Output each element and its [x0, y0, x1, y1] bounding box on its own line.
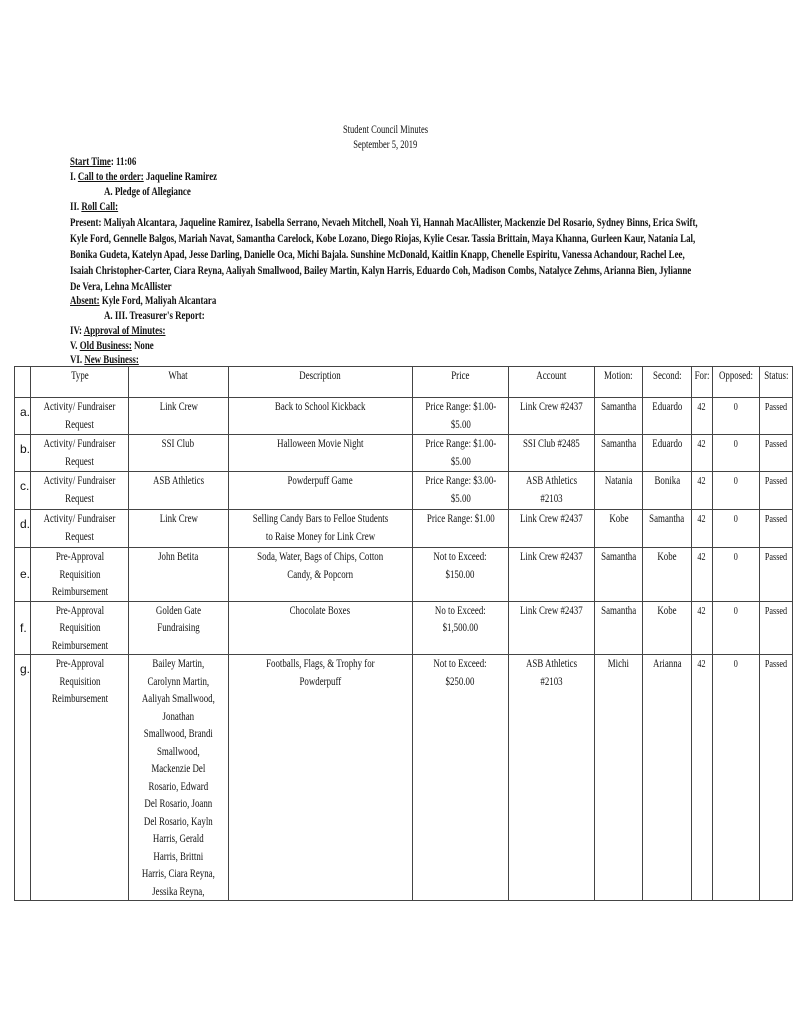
cell-type: Pre-Approval Requisition Reimbursement: [31, 655, 129, 901]
row-label: e.: [15, 548, 31, 602]
row-label: g.: [15, 655, 31, 901]
row-label: f.: [15, 601, 31, 655]
cell-description: Back to School Kickback: [228, 398, 412, 435]
cell-motion: Samantha: [594, 548, 642, 602]
cell-opposed: 0: [712, 601, 759, 655]
cell-motion: Michi: [594, 655, 642, 901]
header-label-cell: [15, 367, 31, 398]
cell-opposed: 0: [712, 472, 759, 510]
doc-title: Student Council Minutes: [342, 124, 428, 136]
cell-account: Link Crew #2437: [509, 510, 595, 548]
cell-motion: Samantha: [594, 601, 642, 655]
cell-account: Link Crew #2437: [509, 548, 595, 602]
cell-price: Price Range: $1.00- $5.00: [412, 398, 509, 435]
cell-price: Price Range: $1.00- $5.00: [412, 435, 509, 472]
row-label: a.: [15, 398, 31, 435]
header-description: Description: [228, 367, 412, 398]
cell-status: Passed: [759, 435, 793, 472]
header-status: Status:: [759, 367, 793, 398]
cell-for: 42: [691, 601, 712, 655]
pledge: A. Pledge of Allegiance: [104, 184, 191, 198]
cell-type: Pre-Approval Requisition Reimbursement: [31, 601, 129, 655]
table-row: [15, 601, 793, 655]
cell-for: 42: [691, 435, 712, 472]
cell-description: Footballs, Flags, & Trophy for Powderpuff: [228, 655, 412, 901]
approval-minutes: IV: Approval of Minutes:: [70, 323, 166, 337]
table-row: [15, 548, 793, 602]
present-list: Present: Maliyah Alcantara, Jaqueline Ramirez, Isabella Serrano, Nevaeh Mitchell, Noah Yi, Hannah MacAllister, Mackenzie Del Rosario, Sydney Binns, Erica Swift, Kyle Ford, Gennelle Balgos, Mariah Navat, Samantha Carelock, Kobe Lozano, Diego Riojas, Kylie Cesar. Tassia Brittain, Maya Khanna, Gurleen Kaur, Natania Lal, Bonika Gudeta, Katelyn Apad, Jesse Darling, Danielle Oca, Michi Bajala. Sunshine McDonald, Kaitlin Knapp, Chenelle Espiritu, Vanessa Achandour, Rachel Lee, Isaiah Christopher-Carter, Ciara Reyna, Aaliyah Smallwood, Bailey Martin, Kalyn Harris, Eduardo Coh, Madison Combs, Natalyce Zehms, Arianna Bien, Jylianne De Vera, Lehna McAllister: [70, 215, 698, 293]
cell-account: ASB Athletics #2103: [509, 655, 595, 901]
cell-price: No to Exceed: $1,500.00: [412, 601, 509, 655]
cell-status: Passed: [759, 655, 793, 901]
business-table: [14, 366, 793, 901]
cell-what: ASB Athletics: [129, 472, 229, 510]
cell-for: 42: [691, 655, 712, 901]
cell-description: Powderpuff Game: [228, 472, 412, 510]
header-motion: Motion:: [594, 367, 642, 398]
cell-description: Halloween Movie Night: [228, 435, 412, 472]
cell-description: Selling Candy Bars to Felloe Students to Raise Money for Link Crew: [228, 510, 412, 548]
cell-opposed: 0: [712, 435, 759, 472]
call-to-order: I. Call to the order: Jaqueline Ramirez: [70, 169, 218, 183]
treasurer-report: A. III. Treasurer's Report:: [104, 308, 205, 322]
cell-for: 42: [691, 398, 712, 435]
header-type: Type: [31, 367, 129, 398]
cell-what: Bailey Martin, Carolynn Martin, Aaliyah Smallwood, Jonathan Smallwood, Brandi Smallwood, Mackenzie Del Rosario, Edward Del Rosario, Joann Del Rosario, Kayln Harris, Gerald Harris, Brittni Harris, Ciara Reyna, Jessika Reyna,: [129, 655, 229, 901]
cell-account: Link Crew #2437: [509, 398, 595, 435]
cell-type: Activity/ Fundraiser Request: [31, 398, 129, 435]
cell-type: Activity/ Fundraiser Request: [31, 435, 129, 472]
cell-what: John Betita: [129, 548, 229, 602]
cell-opposed: 0: [712, 510, 759, 548]
cell-second: Kobe: [643, 601, 691, 655]
header-what: What: [129, 367, 229, 398]
table-row: [15, 655, 793, 901]
header-price: Price: [412, 367, 509, 398]
cell-price: Price Range: $1.00: [412, 510, 509, 548]
cell-motion: Samantha: [594, 435, 642, 472]
absent: Absent: Kyle Ford, Maliyah Alcantara: [70, 293, 217, 307]
start-time: Start Time: 11:06: [70, 154, 137, 168]
header-for: For:: [691, 367, 712, 398]
table-row: [15, 435, 793, 472]
row-label: c.: [15, 472, 31, 510]
cell-status: Passed: [759, 472, 793, 510]
cell-second: Eduardo: [643, 435, 691, 472]
cell-second: Bonika: [643, 472, 691, 510]
cell-price: Not to Exceed: $250.00: [412, 655, 509, 901]
cell-account: Link Crew #2437: [509, 601, 595, 655]
cell-what: Link Crew: [129, 398, 229, 435]
table-row: [15, 510, 793, 548]
cell-what: SSI Club: [129, 435, 229, 472]
cell-status: Passed: [759, 398, 793, 435]
row-label: d.: [15, 510, 31, 548]
cell-description: Soda, Water, Bags of Chips, Cotton Candy, & Popcorn: [228, 548, 412, 602]
row-label: b.: [15, 435, 31, 472]
cell-price: Not to Exceed: $150.00: [412, 548, 509, 602]
doc-date: September 5, 2019: [352, 139, 418, 151]
cell-opposed: 0: [712, 655, 759, 901]
table-row: [15, 472, 793, 510]
table-header-row: [15, 367, 793, 398]
cell-account: ASB Athletics #2103: [509, 472, 595, 510]
new-business: VI. New Business:: [70, 352, 139, 366]
cell-status: Passed: [759, 548, 793, 602]
cell-motion: Natania: [594, 472, 642, 510]
cell-motion: Samantha: [594, 398, 642, 435]
cell-opposed: 0: [712, 398, 759, 435]
cell-for: 42: [691, 510, 712, 548]
cell-description: Chocolate Boxes: [228, 601, 412, 655]
cell-motion: Kobe: [594, 510, 642, 548]
cell-second: Kobe: [643, 548, 691, 602]
cell-for: 42: [691, 548, 712, 602]
cell-second: Samantha: [643, 510, 691, 548]
roll-call: II. Roll Call:: [70, 199, 119, 213]
header-account: Account: [509, 367, 595, 398]
cell-status: Passed: [759, 601, 793, 655]
old-business: V. Old Business: None: [70, 338, 154, 352]
cell-type: Activity/ Fundraiser Request: [31, 472, 129, 510]
header-second: Second:: [643, 367, 691, 398]
cell-type: Pre-Approval Requisition Reimbursement: [31, 548, 129, 602]
cell-what: Golden Gate Fundraising: [129, 601, 229, 655]
header-opposed: Opposed:: [712, 367, 759, 398]
cell-type: Activity/ Fundraiser Request: [31, 510, 129, 548]
table-row: [15, 398, 793, 435]
cell-opposed: 0: [712, 548, 759, 602]
cell-for: 42: [691, 472, 712, 510]
cell-account: SSI Club #2485: [509, 435, 595, 472]
cell-price: Price Range: $3.00- $5.00: [412, 472, 509, 510]
cell-status: Passed: [759, 510, 793, 548]
cell-second: Eduardo: [643, 398, 691, 435]
cell-what: Link Crew: [129, 510, 229, 548]
cell-second: Arianna: [643, 655, 691, 901]
